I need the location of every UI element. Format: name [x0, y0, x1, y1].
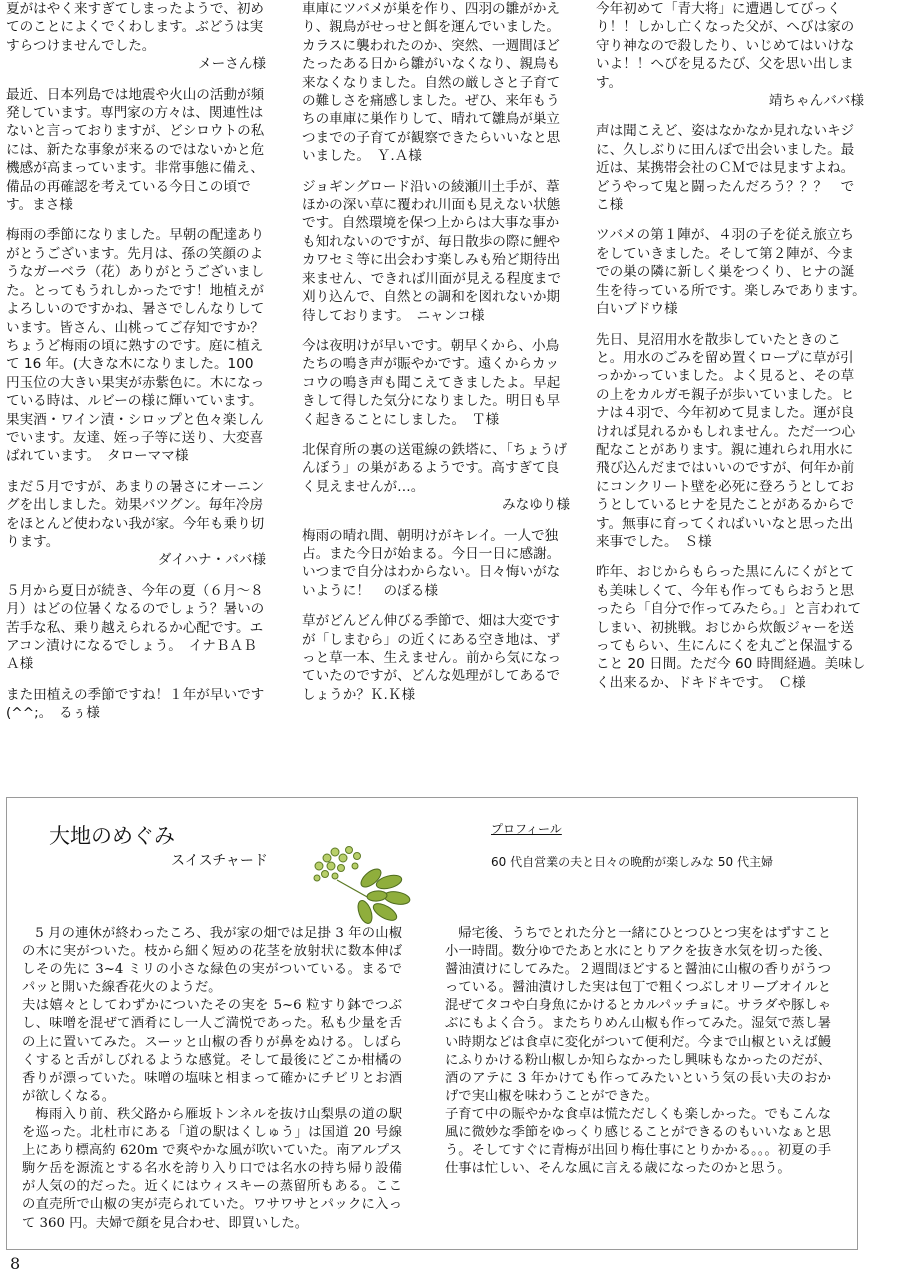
reader-letter: [6, 226, 268, 465]
reader-letter: [302, 337, 572, 429]
reader-letter: [302, 612, 572, 704]
letters-column-2: [302, 0, 572, 716]
reader-letter: [302, 0, 572, 166]
letter-signature: メーさん様: [198, 56, 266, 73]
reader-letter: [302, 441, 572, 515]
reader-letter: [6, 0, 268, 74]
reader-letter: [596, 226, 873, 318]
letter-text: 梅雨の晴れ間、朝明けがキレイ。一人で独占。また今日が始まる。今日一日に感謝。いつまで自分はわからない。日々悔いがないように！ のぼる様: [302, 527, 561, 599]
essay-column-right: [445, 925, 831, 1178]
reader-letter: [596, 331, 866, 552]
profile-text: 60 代自営業の夫と日々の晩酌が楽しみな 50 代主婦: [491, 855, 773, 869]
reader-letter: [596, 563, 866, 692]
essay-column-left: [22, 925, 402, 1233]
reader-letter: [596, 0, 866, 110]
essay-paragraph: 夫は嬉々としてわずかについたその実を 5~6 粒すり鉢でつぶし、味噌を混ぜて酒肴にし一人ご満悦であった。私も少量を舌の上に置いてみた。スーッと山椒の香りが鼻をぬける。しばらくすると舌がしびれるような感覚。そして最後にどこか柑橘の香りが漂っていた。味噌の塩味と相まって確かにチビリとお酒が欲しくなる。: [22, 998, 402, 1104]
reader-letter: [6, 478, 268, 570]
letter-text: 声は聞こえど、姿はなかなか見れないキジに、久しぶりに田んぼで出会いました。最近は、某携帯会社のＣＭでは見ますよね。どうやって鬼と闘ったんだろう？？？ でこ様: [596, 123, 855, 214]
reader-letter: [302, 178, 572, 325]
letter-text: また田植えの季節ですね！１年が早いです(^^;。 るぅ様: [6, 686, 265, 722]
letter-signature: ダイハナ・ババ様: [157, 552, 266, 569]
letter-text: 北保育所の裏の送電線の鉄塔に、「ちょうげんぼう」の巣があるようです。高すぎて良く見えませんが…。: [302, 441, 568, 495]
letter-text: 夏がはやく来すぎてしまったようで、初めてのことによくでくわします。ぶどうは実すらつけませんでした。: [6, 1, 265, 54]
letter-text: まだ５月ですが、あまりの暑さにオーニングを出しました。効果バツグン。毎年冷房をほとんど使わない我が家。今年も乗り切ります。: [6, 478, 265, 550]
essay-title: 大地のめぐみ: [49, 824, 175, 848]
reader-letter: [6, 86, 268, 215]
letter-text: 昨年、おじからもらった黒にんにくがとても美味しくて、今年も作ってもらおうと思ったら「自分で作ってみたら。」と言われてしまい、初挑戦。おじから炊飯ジャーを送ってもらい、生にんにくを丸ごと保温すること 20 日間。ただ今 60 時間経過。美味しく出来るか、ドキドキです。 Ｃ様: [596, 564, 866, 691]
letter-signature: 靖ちゃんババ様: [768, 93, 864, 110]
letter-text: ツバメの第１陣が、４羽の子を従え旅立ちをしていきました。そして第２陣が、今までの巣の隣に新しく巣をつくり、ヒナの誕生を待っている所です。楽しみであります。 白いブドウ様: [596, 227, 873, 318]
essay-author: スイスチャード: [171, 853, 268, 869]
essay-paragraph: 5 月の連休が終わったころ、我が家の畑では足掛 3 年の山椒の木に実がついた。枝から細く短めの花茎を放射状に数本伸ばしその先に 3~4 ミリの小さな緑色の実がついている。まるでパッと開いた線香花火のようだ。: [22, 926, 402, 996]
reader-letter: [6, 582, 268, 674]
letter-text: 草がどんどん伸びる季節で、畑は大変ですが「しまむら」の近くにある空き地は、ずっと草一本、生えません。前から気になっていたのですが、どんな処理がしてあるでしょうか？Ｋ.Ｋ様: [302, 613, 562, 703]
letters-column-1: [6, 0, 268, 735]
letter-text: 今は夜明けが早いです。朝早くから、小鳥たちの鳴き声が賑やかです。遠くからカッコウの鳴き声も聞こえてきましたよ。早起きして得した気分になりました。明日も早く起きることにしました。 Ｔ様: [302, 337, 561, 428]
letter-text: 車庫にツバメが巣を作り、四羽の雛がかえり、親鳥がせっせと餌を運んでいました。カラスに襲われたのか、突然、一週間ほどたったある日から雛がいなくなり、親鳥も来なくなりました。自然の厳しさと子育ての難しさを痛感しました。ぜひ、来年もうちの車庫に巣作りして、晴れて雛鳥が巣立つまでの子育てが観察できたらいいなと思いました。 Ｙ.Ａ様: [302, 1, 561, 165]
page-number: 8: [10, 1254, 21, 1273]
letter-text: ジョギングロード沿いの綾瀬川土手が、葦ほかの深い草に覆われ川面も見えない状態です。自然環境を保つ上からは大事な事かも知れないのですが、毎日散歩の際に鯉やカワセミ等に出会わす楽しみも殆ど期待出来ません、できれば川面が見える程度まで刈り込んで、自然との調和を図れないか期待しております。 ニャンコ様: [302, 178, 562, 324]
essay-paragraph: 梅雨入り前、秩父路から雁坂トンネルを抜け山梨県の道の駅を巡った。北杜市にある「道の駅はくしゅう」は国道 20 号線上にあり標高約 620m で爽やかな風が吹いていた。南アルプス駒ケ岳を源流とする名水を誇り入り口では名水の持ち帰り設備が人気の的だった。近くにはウィスキーの蒸留所もある。ここの直売所で山椒の実が売られていた。ワサワサとパックに入って 360 円。夫婦で顔を見合わせ、即買いした。: [22, 1106, 402, 1231]
letter-signature: みなゆり様: [502, 497, 570, 514]
essay-paragraph: 帰宅後、うちでとれた分と一緒にひとつひとつ実をはずすこと小一時間。数分ゆでたあと水にとりアクを抜き水気を切った後、醤油漬けにしてみた。２週間ほどすると醤油に山椒の香りがうつっている。醤油漬けした実は包丁で粗くつぶしオリーブオイルと混ぜてタコや白身魚にかけるとカルパッチョに。サラダや豚しゃぶにもよく合う。またちりめん山椒も作ってみた。湿気で蒸し暑い時期などは食卓に変化がついて便利だ。今まで山椒といえば鰻にふりかける粉山椒しか知らなかったし興味もなかったのだが、酒のアテに 3 年かけても作ってみたいという気の長い夫のおかげで実山椒を味わうことができた。: [445, 926, 831, 1104]
reader-letter: [302, 527, 572, 601]
letter-text: 今年初めて「青大将」に遭遇してびっくり！！しかし亡くなった父が、へびは家の守り神なので殺したり、いじめてはいけないよ！！へびを見るたび、父を思い出します。: [596, 1, 855, 91]
essay-paragraph: 子育て中の賑やかな食卓は慌ただしくも楽しかった。でもこんな風に微妙な季節をゆっくり感じることができるのもいいなぁと思う。そしてすぐに青梅が出回り梅仕事にとりかかる。。。初夏の手仕事は忙しい、そんな風に言える歳になったのかと思う。: [445, 1106, 831, 1177]
sansho-leaf-illustration: [297, 836, 427, 924]
letters-column-3: [596, 0, 873, 704]
letter-text: 最近、日本列島では地震や火山の活動が頻発しています。専門家の方々は、関連性はないと言っておりますが、どシロウトの私には、新たな事象が来るのではないかと危機感が高まっています。非常事態に備え、備品の再確認を考えている今日この頃です。まさ様: [6, 86, 265, 214]
letter-text: 先日、見沼用水を散歩していたときのこと。用水のごみを留め置くロープに草が引っかかっていました。よく見ると、その草の上をカルガモ親子が歩いていました。ヒナは４羽で、今年初めて見ました。運が良ければ見れるかもしれません。ただ一つ心配なことがあります。親に連れられ用水に飛び込んだまではいいのですが、何年か前にコンクリート壁を必死に登ろうとしておうとしているヒナを見たことがあるからです。無事に育ってくればいいなと思った出来事でした。 Ｓ様: [596, 331, 856, 550]
letter-text: 梅雨の季節になりました。早朝の配達ありがとうございます。先月は、孫の笑顔のようなガーベラ（花）ありがとうございました。とってもうれしかったです！地植えがよろしいのですかね、暑さでしんなりしています。皆さん、山桃ってご存知ですか？ちょうど梅雨の頃に熟すのです。庭に植えて 16 年。(大きな木になりました。100 円玉位の大きい果実が赤紫色に。木になっている時は、ルビーの様に輝いています。果実酒・ワイン漬・シロップと色々楽しんでいます。友達、姪っ子等に送り、大変喜ばれています。 タローママ様: [6, 227, 265, 465]
reader-letter: [596, 122, 866, 214]
reader-letter: [6, 686, 268, 723]
profile-label: プロフィール: [491, 822, 562, 836]
essay-box: [6, 797, 858, 1250]
letter-text: ５月から夏日が続き、今年の夏（６月～８月）はどの位暑くなるのでしょう？暑いの苦手な私、乗り越えられるか心配です。エアコン漬けになるでしょう。 イナＢＡＢＡ様: [6, 582, 265, 673]
